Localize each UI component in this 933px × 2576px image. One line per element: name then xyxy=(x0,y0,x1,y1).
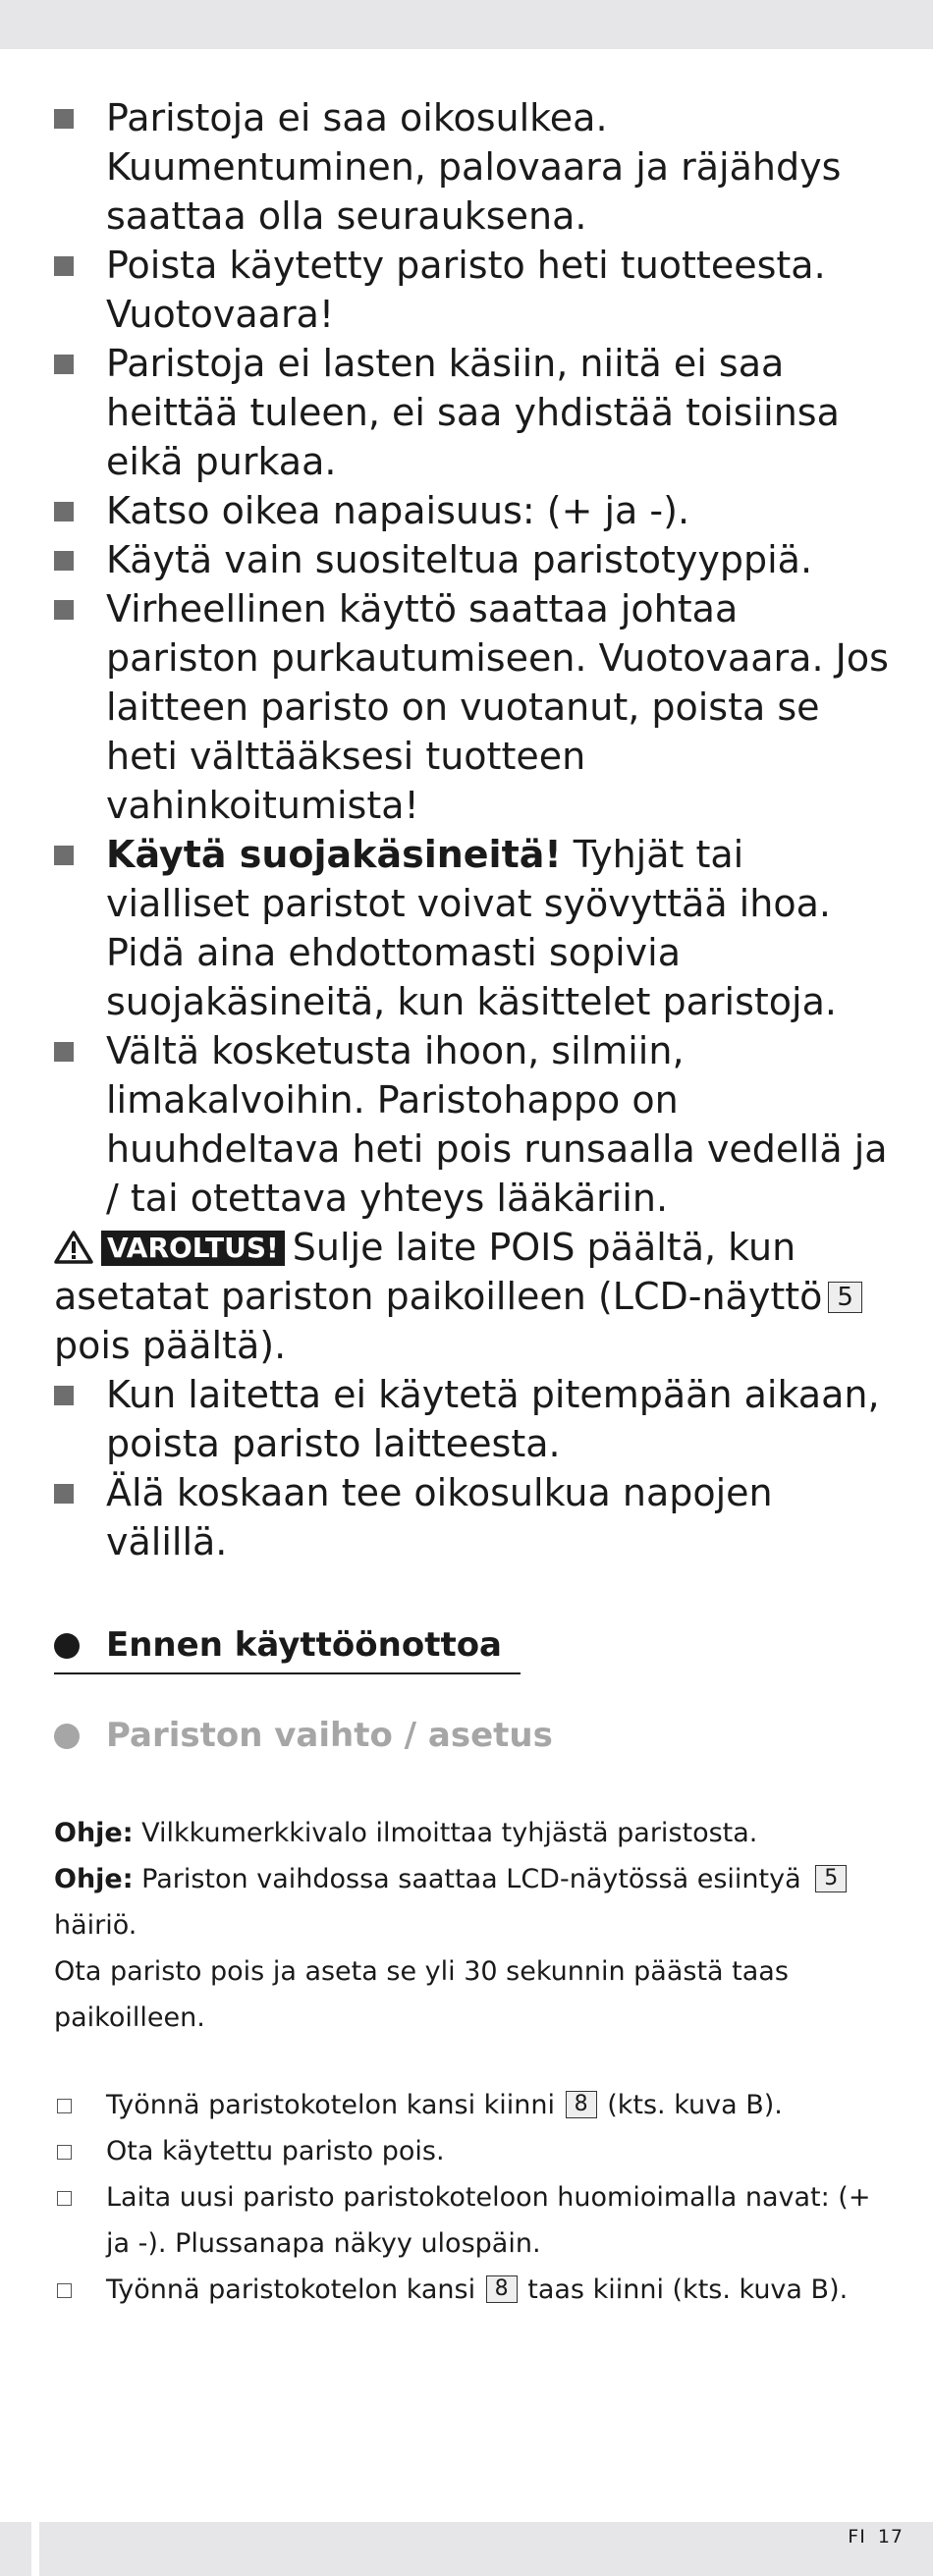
top-bar xyxy=(0,0,933,49)
page-number: 17 xyxy=(877,2526,904,2548)
bullet-icon xyxy=(54,256,74,276)
checkbox-icon xyxy=(57,2191,72,2206)
notes xyxy=(54,1810,899,2041)
warning-text: Paristoja ei lasten käsiin, niitä ei saa heittää tuleen, ei saa yhdistää toisiinsa eikä purkaa. xyxy=(106,342,840,483)
warning-text: Käytä vain suositeltua paristotyyppiä. xyxy=(106,538,813,581)
list-item xyxy=(54,2082,899,2128)
bullet-icon xyxy=(54,1484,74,1504)
section-heading-before-use xyxy=(54,1625,643,1669)
bullet-icon xyxy=(54,355,74,374)
page-footer xyxy=(836,2526,904,2548)
checkbox-icon xyxy=(57,2283,72,2298)
reference-number: 8 xyxy=(486,2275,518,2303)
list-item xyxy=(54,535,899,584)
steps-list xyxy=(54,2082,899,2313)
note-text: häiriö. xyxy=(54,1910,137,1941)
section-title: Pariston vaihto / asetus xyxy=(106,1716,553,1755)
bullet-icon xyxy=(54,600,74,620)
warning-text: Virheellinen käyttö saattaa johtaa pariston purkautumiseen. Vuotovaara. Jos laitteen paristo on vuotanut, poista se heti välttääksesi tuotteen vahinkoitumista! xyxy=(106,587,889,827)
warnings-list xyxy=(54,93,899,1566)
list-item xyxy=(54,2128,899,2174)
step-text: Laita uusi paristo paristokoteloon huomioimalla navat: (+ ja -). Plussanapa näkyy ulospäin. xyxy=(106,2182,871,2259)
step-text: (kts. kuva B). xyxy=(598,2090,783,2120)
note-text: Pariston vaihdossa saattaa LCD-näytössä esiintyä xyxy=(133,1864,801,1894)
reference-number: 5 xyxy=(828,1282,862,1313)
warning-text: Tyhjät tai vialliset paristot voivat syövyttää ihoa. Pidä aina ehdottomasti sopivia suojakäsineitä, kun käsittelet paristoja. xyxy=(106,833,837,1023)
note xyxy=(54,1810,899,1856)
warning-triangle-icon xyxy=(54,1231,93,1264)
note-label: Ohje: xyxy=(54,1864,134,1894)
warning-text: Katso oikea napaisuus: (+ ja -). xyxy=(106,489,690,532)
step-text: taas kiinni (kts. kuva B). xyxy=(519,2275,849,2305)
step-text: Työnnä paristokotelon kansi xyxy=(106,2275,484,2305)
list-item xyxy=(54,93,899,241)
bullet-icon xyxy=(54,551,74,571)
bullet-icon xyxy=(54,1386,74,1405)
list-item xyxy=(54,2267,899,2313)
list-item xyxy=(54,2174,899,2267)
reference-number: 8 xyxy=(566,2091,597,2118)
bottom-bar-left xyxy=(0,2522,31,2576)
note-text: Vilkkumerkkivalo ilmoittaa tyhjästä paristosta. xyxy=(133,1818,758,1848)
divider xyxy=(54,1672,521,1674)
section-title: Ennen käyttöönottoa xyxy=(106,1625,503,1665)
note-label: Ohje: xyxy=(54,1818,134,1848)
step-text: Työnnä paristokotelon kansi kiinni xyxy=(106,2090,556,2120)
bullet-dot-icon xyxy=(54,1724,80,1749)
warning-bold-text: Käytä suojakäsineitä! xyxy=(106,833,562,876)
section-heading-battery-change xyxy=(54,1716,643,1759)
warning-text: Älä koskaan tee oikosulkua napojen välillä. xyxy=(106,1471,773,1563)
warning-text: Sulje laite POIS päältä, kun asetatat pariston paikoilleen (LCD-näyttö xyxy=(54,1226,823,1318)
bullet-icon xyxy=(54,109,74,129)
warning-text: Vältä kosketusta ihoon, silmiin, limakalvoihin. Paristohappo on huuhdeltava heti pois runsaalla vedellä ja / tai otettava yhteys lääkäriin. xyxy=(106,1029,888,1220)
warning-badge: VAROLTUS! xyxy=(101,1231,285,1266)
warning-text: Paristoja ei saa oikosulkea. Kuumentuminen, palovaara ja räjähdys saattaa olla seurauksena. xyxy=(106,96,842,238)
list-item xyxy=(54,486,899,535)
list-item xyxy=(54,241,899,339)
bullet-icon xyxy=(54,1042,74,1062)
step-text: Ota käytettu paristo pois. xyxy=(106,2136,445,2166)
warning-text: Kun laitetta ei käytetä pitempään aikaan, poista paristo laitteesta. xyxy=(106,1373,880,1465)
bottom-bar xyxy=(39,2522,933,2576)
bullet-dot-icon xyxy=(54,1633,80,1659)
checkbox-icon xyxy=(57,2145,72,2160)
language-code: FI xyxy=(848,2526,866,2548)
note xyxy=(54,1948,899,2041)
checkbox-icon xyxy=(57,2099,72,2113)
list-item xyxy=(54,339,899,486)
warning-paragraph xyxy=(54,1223,899,1370)
list-item xyxy=(54,1370,899,1468)
warning-text: pois päältä). xyxy=(54,1324,287,1367)
list-item xyxy=(54,584,899,830)
note xyxy=(54,1856,899,1948)
list-item xyxy=(54,830,899,1026)
reference-number: 5 xyxy=(815,1865,847,1892)
note-text: Ota paristo pois ja aseta se yli 30 sekunnin päästä taas paikoilleen. xyxy=(54,1956,789,2033)
bullet-icon xyxy=(54,502,74,521)
list-item xyxy=(54,1468,899,1566)
list-item xyxy=(54,1026,899,1223)
bullet-icon xyxy=(54,846,74,865)
warning-text: Poista käytetty paristo heti tuotteesta. Vuotovaara! xyxy=(106,244,826,336)
